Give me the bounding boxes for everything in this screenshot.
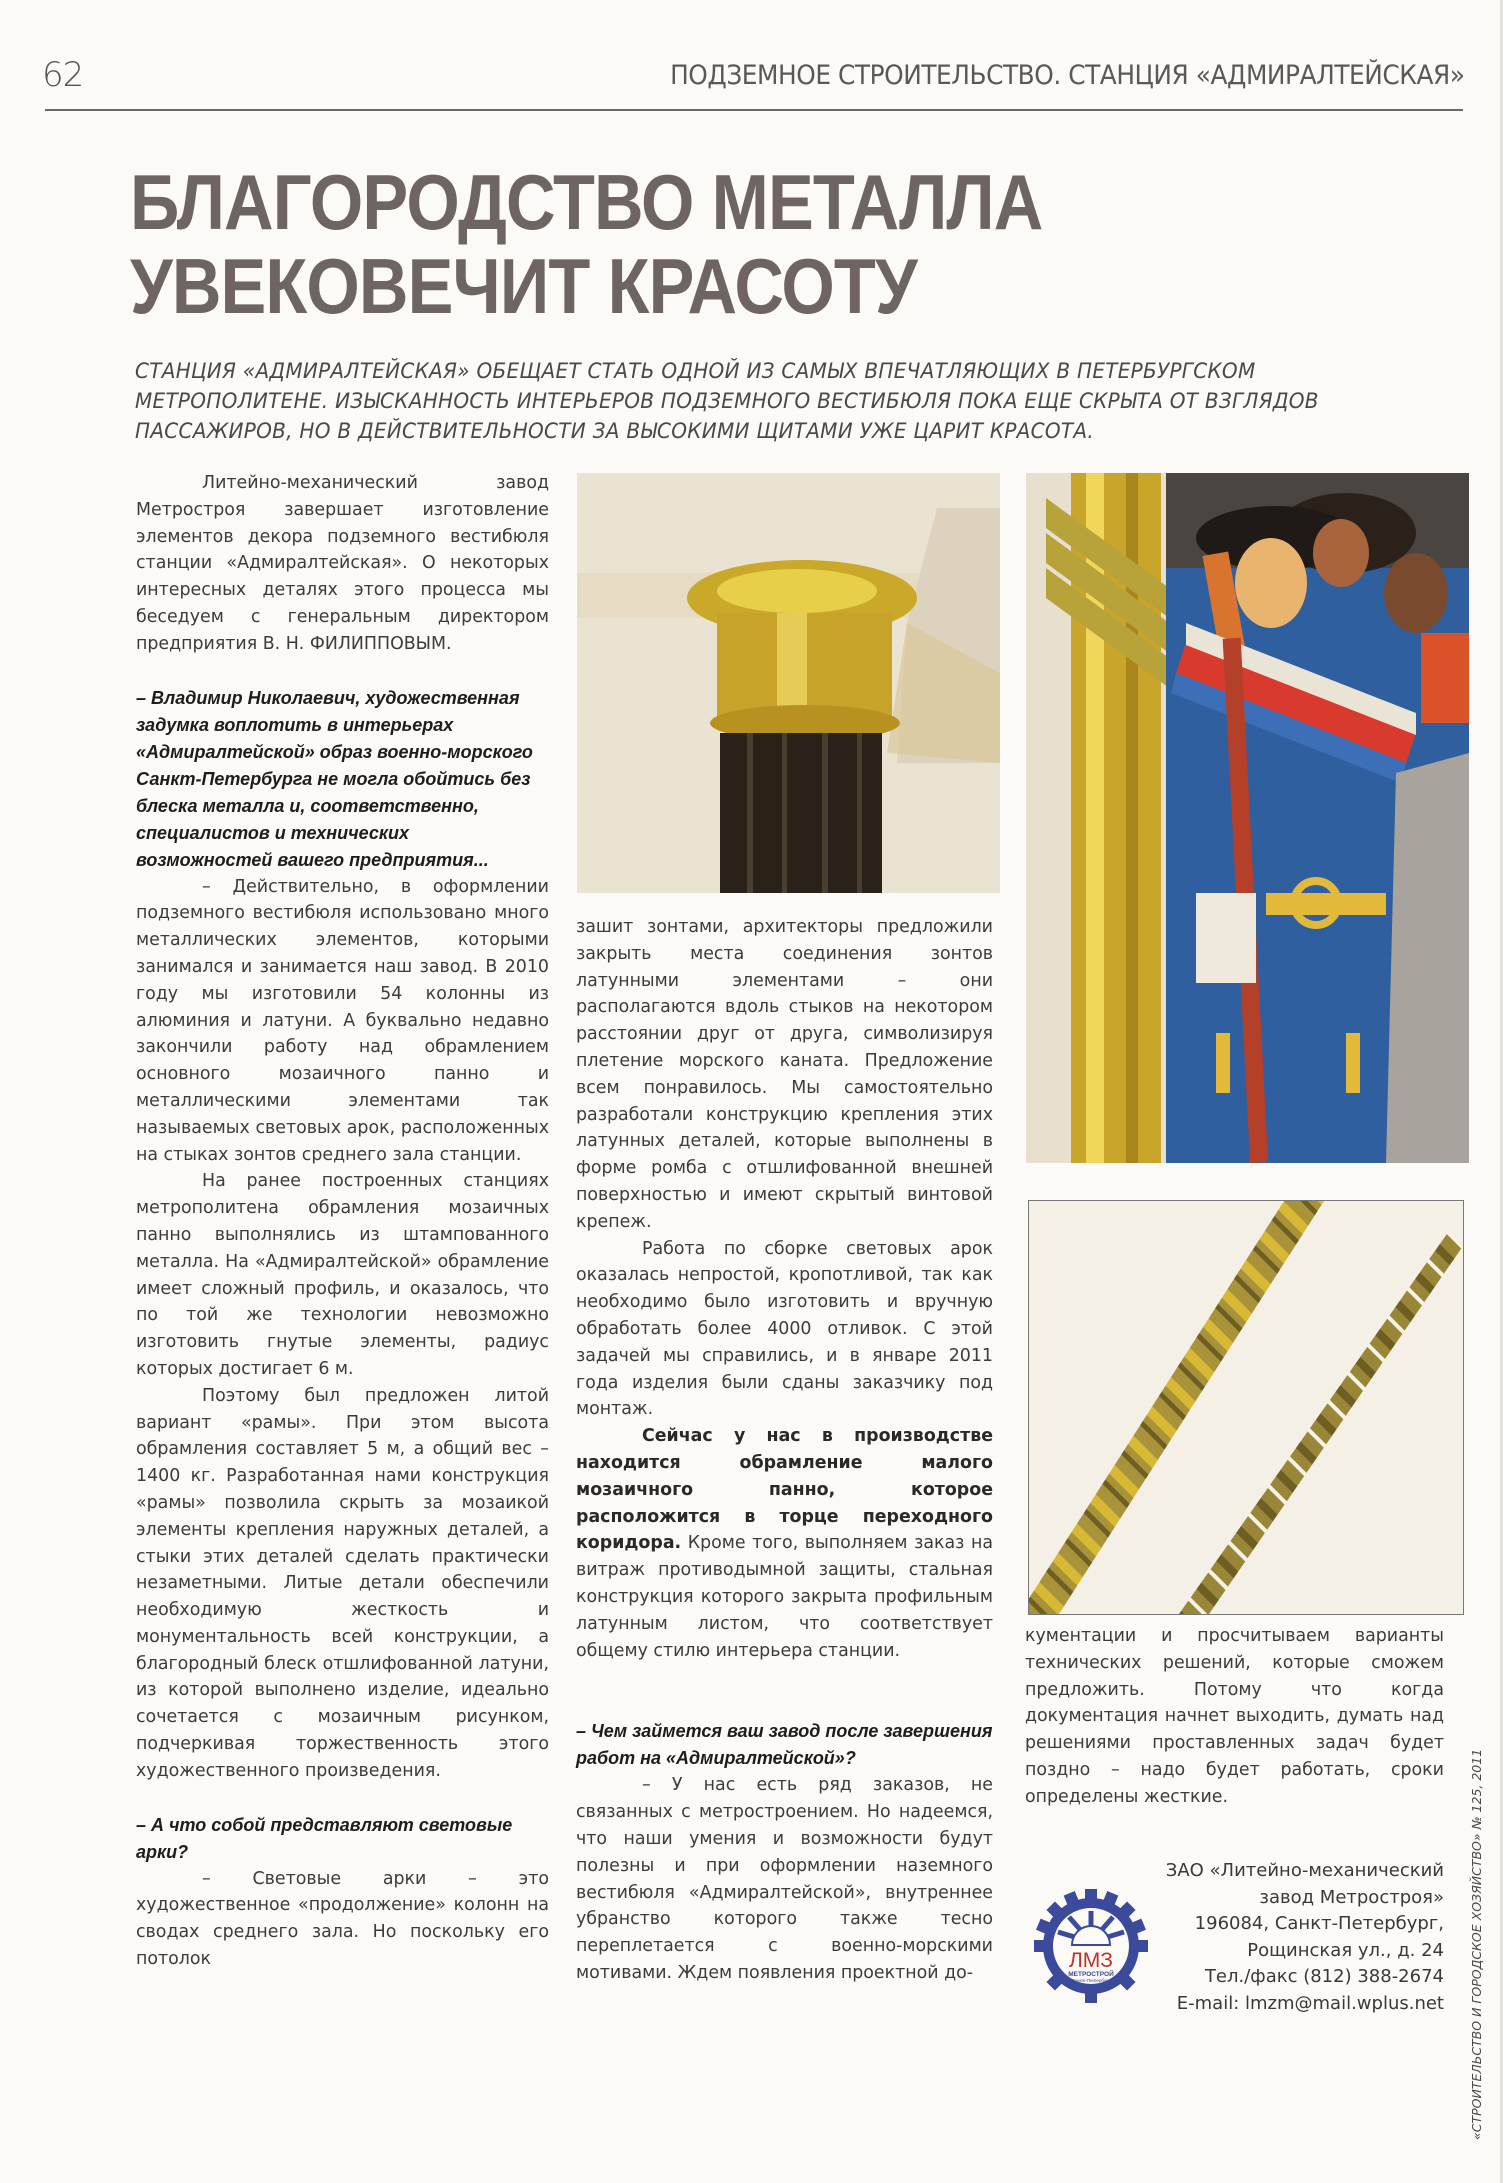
company-address-line-2: Рощинская ул., д. 24 [1247,1939,1444,1961]
answer-3-continued: кументации и просчитываем варианты технических решений, которые сможем предложить. Потому что когда документация начнет выходить, думать над решениями проставленных задач будет поздно – надо будет работать, сроки определены жесткие. [1025,1626,1444,1807]
company-phone: Тел./факс (812) 388-2674 [1204,1966,1444,1987]
brass-rope-photo [1028,1200,1464,1615]
company-name-line-2: завод Метростроя» [1259,1886,1444,1908]
brass-rope-illustration [1029,1201,1463,1614]
answer-2-paragraph-1-continued: зашит зонтами, архитекторы предложили закрыть места соединения зонтов латунными элементами – они располагаются вдоль стыков на некотором расстоянии друг от друга, символизируя плетение морского каната. Предложение всем понравилось. Мы самостоятельно разработали конструкцию крепления этих латунных деталей, которые выполнены в форме ромба с отшлифованной внешней поверхностью и имеют скрытый винтовой крепеж. [576,917,993,1232]
article-headline [130,160,1042,328]
answer-2-paragraph-1-start: – Световые арки – это художественное «продолжение» колонн на сводах среднего зала. Но поскольку его потолок [136,1868,549,1970]
logo-subtitle: МЕТРОСТРОЙ [1068,1971,1114,1978]
answer-2-paragraph-3-rest: Кроме того, выполняем заказ на витраж противодымной защиты, стальная конструкция которого закрыта профильным латунным листом, что соответствует общему стилю интерьера станции. [576,1533,993,1661]
question-3: – Чем займется ваш завод после завершения работ на «Адмиралтейской»? [576,1721,993,1769]
company-contact-block [1024,1858,1444,2017]
answer-1-paragraph-3: Поэтому был предложен литой вариант «рамы». При этом высота обрамления составляет 5 м, а общий вес – 1400 кг. Разработанная нами конструкция «рамы» позволила скрыть за мозаикой элементы крепления наружных деталей, а стыки этих деталей сделать практически незаметными. Литые детали обеспечили необходимую жесткость и монументальность всей конструкции, а благородный блеск отшлифованной латуни, из которой выполнено изделие, идеально сочетается с мозаичным рисунком, подчеркивая торжественность этого художественного произведения. [136,1385,549,1781]
column-capital-illustration [577,473,1000,893]
mosaic-illustration [1026,473,1469,1163]
column-capital-photo [577,473,1000,893]
answer-2-paragraph-3 [576,1423,993,1664]
article-column-2 [576,914,993,1987]
intro-paragraph: Литейно-механический завод Метростроя завершает изготовление элементов декора подземного вестибюля станции «Адмиралтейская». О некоторых интересных деталях этого процесса мы беседуем с генеральным директором предприятия В. Н. ФИЛИППОВЫМ. [136,473,549,654]
answer-1-paragraph-1: – Действительно, в оформлении подземного вестибюля использовано много металлических элементов, которыми занимался и занимается наш завод. В 2010 году мы изготовили 54 колонны из алюминия и латуни. А буквально недавно закончили работу над обрамлением основного мозаичного панно и металлическими элементами так называемых световых арок, расположенных на стыках зонтов среднего зала станции. [136,876,549,1165]
headline-line-1: БЛАГОРОДСТВО МЕТАЛЛА [130,158,1043,246]
answer-1-paragraph-2: На ранее построенных станциях метрополитена обрамления мозаичных панно выполнялись из штампованного металла. На «Адмиралтейской» обрамление имеет сложный профиль, и оказалось, что по той же технологии невозможно изготовить гнутые элементы, радиус которых достигает 6 м. [136,1171,549,1379]
question-2: – А что собой представляют световые арки? [136,1814,513,1862]
headline-line-2: УВЕКОВЕЧИТ КРАСОТУ [130,242,917,330]
logo-city: Санкт-Петербург [1071,1978,1111,1983]
answer-2-paragraph-2: Работа по сборке световых арок оказалась непростой, кропотливой, так как необходимо было изготовить и вручную обработать более 4000 отливок. С этой задачей мы справились, и в январе 2011 года изделия были сданы заказчику под монтаж. [576,1238,993,1420]
company-address-line-1: 196084, Санкт-Петербург, [1194,1913,1444,1934]
magazine-credit: «СТРОИТЕЛЬСТВО И ГОРОДСКОЕ ХОЗЯЙСТВО» № 125, 2011 [1469,1748,1484,2140]
company-email[interactable]: E-mail: lmzm@mail.wplus.net [1176,1992,1444,2014]
answer-3-start: – У нас есть ряд заказов, не связанных с метростроением. Но надеемся, что наши умения и возможности будут полезны и при оформлении наземного вестибюля «Адмиралтейской», внутреннее убранство которого также тесно переплетается с военно-морскими мотивами. Ждем появления проектной до- [576,1775,993,1983]
article-column-1 [136,470,549,1973]
company-name-line-1: ЗАО «Литейно-механический [1165,1860,1444,1881]
article-column-3 [1025,1623,1444,1811]
answer-2-paragraph-3-bold: Сейчас у нас в производстве находится обрамление малого мозаичного панно, которое расположится в торце переходного коридора. [576,1426,993,1554]
question-1: – Владимир Николаевич, художественная задумка воплотить в интерьерах «Адмиралтейской» образ военно-морского Санкт-Петербурга не могла обойтись без блеска металла и, соответственно, специалистов и технических возможностей вашего предприятия... [136,687,533,870]
header-rule [45,109,1463,111]
logo-letters: ЛМЗ [1069,1949,1113,1972]
article-lead: СТАНЦИЯ «АДМИРАЛТЕЙСКАЯ» ОБЕЩАЕТ СТАТЬ ОДНОЙ ИЗ САМЫХ ВПЕЧАТЛЯЮЩИХ В ПЕТЕРБУРГСКОМ МЕТРОПОЛИТЕНЕ. ИЗЫСКАННОСТЬ ИНТЕРЬЕРОВ ПОДЗЕМНОГО ВЕСТИБЮЛЯ ПОКА ЕЩЕ СКРЫТА ОТ ВЗГЛЯДОВ ПАССАЖИРОВ, НО В ДЕЙСТВИТЕЛЬНОСТИ ЗА ВЫСОКИМИ ЩИТАМИ УЖЕ ЦАРИТ КРАСОТА. [135,359,1319,444]
mosaic-panel-photo [1026,473,1469,1163]
running-header-section: ПОДЗЕМНОЕ СТРОИТЕЛЬСТВО. СТАНЦИЯ «АДМИРАЛТЕЙСКАЯ» [670,60,1465,91]
page-number: 62 [42,55,84,95]
